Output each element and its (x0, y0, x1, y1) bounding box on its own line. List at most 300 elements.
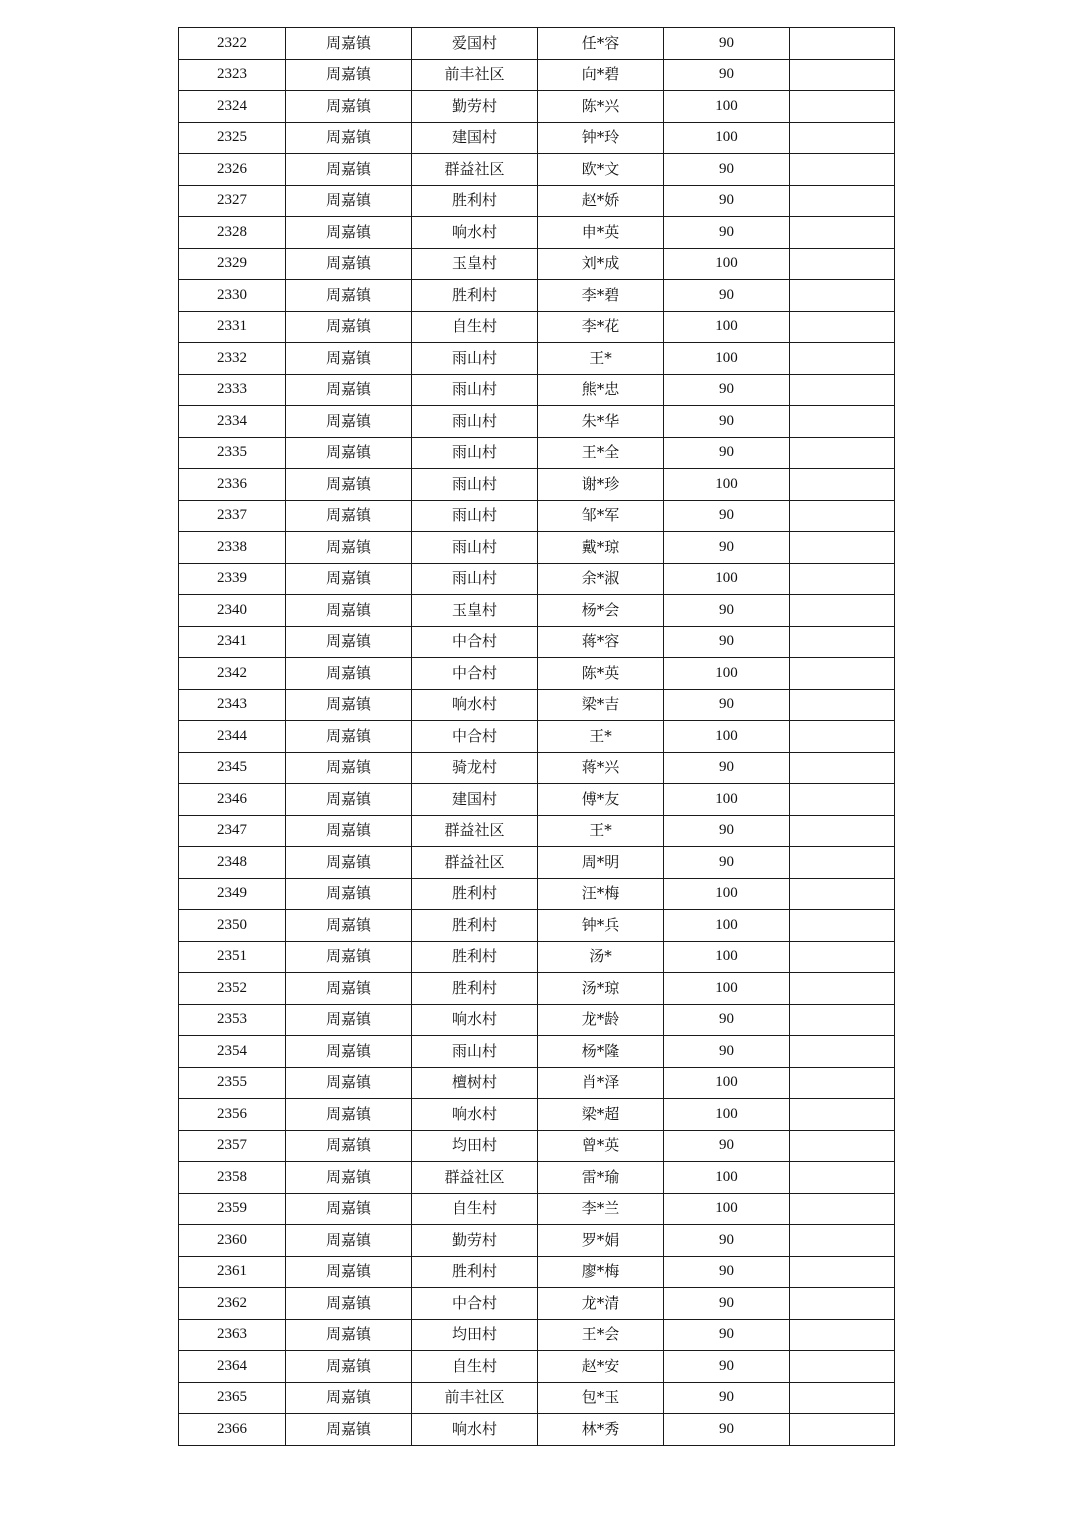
serial-number-cell: 2348 (179, 847, 286, 879)
amount-cell: 90 (664, 374, 790, 406)
amount-cell: 90 (664, 1256, 790, 1288)
serial-number-cell: 2343 (179, 689, 286, 721)
remark-cell (790, 1382, 895, 1414)
serial-number-cell: 2353 (179, 1004, 286, 1036)
person-name-cell: 汤*琼 (538, 973, 664, 1005)
remark-cell (790, 752, 895, 784)
village-cell: 群益社区 (412, 1162, 538, 1194)
amount-cell: 100 (664, 91, 790, 123)
serial-number-cell: 2350 (179, 910, 286, 942)
amount-cell: 90 (664, 1351, 790, 1383)
person-name-cell: 刘*成 (538, 248, 664, 280)
serial-number-cell: 2359 (179, 1193, 286, 1225)
village-cell: 爱国村 (412, 28, 538, 60)
table-row (179, 469, 895, 501)
serial-number-cell: 2361 (179, 1256, 286, 1288)
serial-number-cell: 2347 (179, 815, 286, 847)
person-name-cell: 雷*瑜 (538, 1162, 664, 1194)
person-name-cell: 熊*忠 (538, 374, 664, 406)
remark-cell (790, 910, 895, 942)
table-row (179, 1382, 895, 1414)
person-name-cell: 杨*会 (538, 595, 664, 627)
amount-cell: 100 (664, 343, 790, 375)
remark-cell (790, 878, 895, 910)
town-cell: 周嘉镇 (286, 1382, 412, 1414)
town-cell: 周嘉镇 (286, 941, 412, 973)
town-cell: 周嘉镇 (286, 1351, 412, 1383)
serial-number-cell: 2345 (179, 752, 286, 784)
village-cell: 骑龙村 (412, 752, 538, 784)
amount-cell: 100 (664, 248, 790, 280)
amount-cell: 90 (664, 28, 790, 60)
amount-cell: 90 (664, 437, 790, 469)
amount-cell: 90 (664, 626, 790, 658)
remark-cell (790, 595, 895, 627)
table-row (179, 343, 895, 375)
amount-cell: 90 (664, 154, 790, 186)
table-row (179, 1130, 895, 1162)
amount-cell: 90 (664, 1004, 790, 1036)
village-cell: 胜利村 (412, 878, 538, 910)
amount-cell: 90 (664, 500, 790, 532)
remark-cell (790, 784, 895, 816)
village-cell: 中合村 (412, 626, 538, 658)
town-cell: 周嘉镇 (286, 28, 412, 60)
remark-cell (790, 721, 895, 753)
serial-number-cell: 2325 (179, 122, 286, 154)
remark-cell (790, 815, 895, 847)
person-name-cell: 林*秀 (538, 1414, 664, 1446)
remark-cell (790, 437, 895, 469)
remark-cell (790, 1288, 895, 1320)
remark-cell (790, 280, 895, 312)
town-cell: 周嘉镇 (286, 626, 412, 658)
amount-cell: 100 (664, 941, 790, 973)
serial-number-cell: 2336 (179, 469, 286, 501)
town-cell: 周嘉镇 (286, 973, 412, 1005)
remark-cell (790, 217, 895, 249)
serial-number-cell: 2332 (179, 343, 286, 375)
table-row (179, 1067, 895, 1099)
table-row (179, 248, 895, 280)
village-cell: 响水村 (412, 1099, 538, 1131)
table-row (179, 91, 895, 123)
person-name-cell: 蒋*兴 (538, 752, 664, 784)
table-row (179, 59, 895, 91)
serial-number-cell: 2366 (179, 1414, 286, 1446)
table-row (179, 784, 895, 816)
serial-number-cell: 2363 (179, 1319, 286, 1351)
person-name-cell: 周*明 (538, 847, 664, 879)
amount-cell: 90 (664, 1382, 790, 1414)
person-name-cell: 包*玉 (538, 1382, 664, 1414)
person-name-cell: 戴*琼 (538, 532, 664, 564)
remark-cell (790, 658, 895, 690)
amount-cell: 90 (664, 1130, 790, 1162)
remark-cell (790, 1256, 895, 1288)
table-row (179, 311, 895, 343)
village-cell: 建国村 (412, 122, 538, 154)
village-cell: 玉皇村 (412, 595, 538, 627)
village-cell: 玉皇村 (412, 248, 538, 280)
town-cell: 周嘉镇 (286, 1099, 412, 1131)
serial-number-cell: 2322 (179, 28, 286, 60)
amount-cell: 100 (664, 122, 790, 154)
table-row (179, 532, 895, 564)
village-cell: 雨山村 (412, 532, 538, 564)
amount-cell: 90 (664, 1036, 790, 1068)
table-row (179, 721, 895, 753)
table-row (179, 437, 895, 469)
amount-cell: 100 (664, 878, 790, 910)
village-cell: 群益社区 (412, 154, 538, 186)
serial-number-cell: 2326 (179, 154, 286, 186)
village-cell: 檀树村 (412, 1067, 538, 1099)
remark-cell (790, 500, 895, 532)
amount-cell: 90 (664, 217, 790, 249)
person-name-cell: 赵*娇 (538, 185, 664, 217)
town-cell: 周嘉镇 (286, 784, 412, 816)
town-cell: 周嘉镇 (286, 280, 412, 312)
town-cell: 周嘉镇 (286, 1036, 412, 1068)
town-cell: 周嘉镇 (286, 815, 412, 847)
person-name-cell: 曾*英 (538, 1130, 664, 1162)
village-cell: 响水村 (412, 1414, 538, 1446)
remark-cell (790, 973, 895, 1005)
remark-cell (790, 311, 895, 343)
person-name-cell: 龙*龄 (538, 1004, 664, 1036)
remark-cell (790, 1004, 895, 1036)
amount-cell: 90 (664, 1225, 790, 1257)
town-cell: 周嘉镇 (286, 469, 412, 501)
town-cell: 周嘉镇 (286, 185, 412, 217)
amount-cell: 90 (664, 689, 790, 721)
amount-cell: 90 (664, 1414, 790, 1446)
amount-cell: 100 (664, 1162, 790, 1194)
town-cell: 周嘉镇 (286, 1256, 412, 1288)
village-cell: 勤劳村 (412, 91, 538, 123)
village-cell: 自生村 (412, 1351, 538, 1383)
town-cell: 周嘉镇 (286, 1067, 412, 1099)
table-row (179, 878, 895, 910)
town-cell: 周嘉镇 (286, 217, 412, 249)
remark-cell (790, 941, 895, 973)
serial-number-cell: 2335 (179, 437, 286, 469)
serial-number-cell: 2354 (179, 1036, 286, 1068)
amount-cell: 90 (664, 185, 790, 217)
remark-cell (790, 469, 895, 501)
town-cell: 周嘉镇 (286, 563, 412, 595)
remark-cell (790, 406, 895, 438)
remark-cell (790, 1162, 895, 1194)
table-row (179, 1099, 895, 1131)
town-cell: 周嘉镇 (286, 1193, 412, 1225)
person-name-cell: 赵*安 (538, 1351, 664, 1383)
person-name-cell: 任*容 (538, 28, 664, 60)
village-cell: 响水村 (412, 217, 538, 249)
town-cell: 周嘉镇 (286, 1288, 412, 1320)
village-cell: 响水村 (412, 1004, 538, 1036)
person-name-cell: 汤* (538, 941, 664, 973)
table-row (179, 941, 895, 973)
serial-number-cell: 2351 (179, 941, 286, 973)
village-cell: 胜利村 (412, 973, 538, 1005)
village-cell: 雨山村 (412, 563, 538, 595)
person-name-cell: 廖*梅 (538, 1256, 664, 1288)
remark-cell (790, 1225, 895, 1257)
village-cell: 前丰社区 (412, 1382, 538, 1414)
town-cell: 周嘉镇 (286, 689, 412, 721)
town-cell: 周嘉镇 (286, 1414, 412, 1446)
person-name-cell: 李*兰 (538, 1193, 664, 1225)
remark-cell (790, 248, 895, 280)
table-row (179, 910, 895, 942)
serial-number-cell: 2355 (179, 1067, 286, 1099)
person-name-cell: 陈*英 (538, 658, 664, 690)
amount-cell: 90 (664, 280, 790, 312)
remark-cell (790, 343, 895, 375)
town-cell: 周嘉镇 (286, 122, 412, 154)
roster-table (178, 27, 895, 1446)
remark-cell (790, 1036, 895, 1068)
town-cell: 周嘉镇 (286, 878, 412, 910)
village-cell: 胜利村 (412, 1256, 538, 1288)
village-cell: 雨山村 (412, 469, 538, 501)
person-name-cell: 梁*吉 (538, 689, 664, 721)
remark-cell (790, 1193, 895, 1225)
person-name-cell: 王* (538, 721, 664, 753)
serial-number-cell: 2331 (179, 311, 286, 343)
amount-cell: 90 (664, 1319, 790, 1351)
table-row (179, 847, 895, 879)
table-row (179, 1162, 895, 1194)
table-row (179, 973, 895, 1005)
table-row (179, 595, 895, 627)
person-name-cell: 梁*超 (538, 1099, 664, 1131)
person-name-cell: 蒋*容 (538, 626, 664, 658)
person-name-cell: 王* (538, 343, 664, 375)
amount-cell: 90 (664, 595, 790, 627)
table-row (179, 28, 895, 60)
town-cell: 周嘉镇 (286, 910, 412, 942)
serial-number-cell: 2329 (179, 248, 286, 280)
table-row (179, 1319, 895, 1351)
serial-number-cell: 2324 (179, 91, 286, 123)
table-row (179, 406, 895, 438)
remark-cell (790, 185, 895, 217)
table-row (179, 1256, 895, 1288)
remark-cell (790, 847, 895, 879)
person-name-cell: 朱*华 (538, 406, 664, 438)
person-name-cell: 余*淑 (538, 563, 664, 595)
serial-number-cell: 2328 (179, 217, 286, 249)
serial-number-cell: 2362 (179, 1288, 286, 1320)
remark-cell (790, 59, 895, 91)
amount-cell: 100 (664, 1193, 790, 1225)
table-row (179, 185, 895, 217)
person-name-cell: 向*碧 (538, 59, 664, 91)
amount-cell: 100 (664, 973, 790, 1005)
remark-cell (790, 532, 895, 564)
person-name-cell: 王* (538, 815, 664, 847)
serial-number-cell: 2342 (179, 658, 286, 690)
remark-cell (790, 1414, 895, 1446)
person-name-cell: 王*全 (538, 437, 664, 469)
table-row (179, 1288, 895, 1320)
table-row (179, 122, 895, 154)
town-cell: 周嘉镇 (286, 374, 412, 406)
town-cell: 周嘉镇 (286, 59, 412, 91)
serial-number-cell: 2364 (179, 1351, 286, 1383)
village-cell: 群益社区 (412, 847, 538, 879)
serial-number-cell: 2330 (179, 280, 286, 312)
person-name-cell: 陈*兴 (538, 91, 664, 123)
table-row (179, 1414, 895, 1446)
village-cell: 雨山村 (412, 374, 538, 406)
town-cell: 周嘉镇 (286, 1225, 412, 1257)
table-row (179, 752, 895, 784)
amount-cell: 90 (664, 532, 790, 564)
town-cell: 周嘉镇 (286, 658, 412, 690)
village-cell: 中合村 (412, 658, 538, 690)
amount-cell: 90 (664, 1288, 790, 1320)
table-row (179, 689, 895, 721)
person-name-cell: 欧*文 (538, 154, 664, 186)
village-cell: 自生村 (412, 311, 538, 343)
town-cell: 周嘉镇 (286, 1162, 412, 1194)
table-row (179, 1351, 895, 1383)
amount-cell: 100 (664, 469, 790, 501)
town-cell: 周嘉镇 (286, 532, 412, 564)
village-cell: 建国村 (412, 784, 538, 816)
person-name-cell: 杨*隆 (538, 1036, 664, 1068)
serial-number-cell: 2365 (179, 1382, 286, 1414)
table-row (179, 1193, 895, 1225)
village-cell: 中合村 (412, 721, 538, 753)
remark-cell (790, 1130, 895, 1162)
table-row (179, 563, 895, 595)
town-cell: 周嘉镇 (286, 311, 412, 343)
town-cell: 周嘉镇 (286, 500, 412, 532)
remark-cell (790, 1099, 895, 1131)
table-row (179, 154, 895, 186)
serial-number-cell: 2341 (179, 626, 286, 658)
person-name-cell: 傅*友 (538, 784, 664, 816)
person-name-cell: 李*花 (538, 311, 664, 343)
person-name-cell: 肖*泽 (538, 1067, 664, 1099)
town-cell: 周嘉镇 (286, 437, 412, 469)
table-row (179, 500, 895, 532)
amount-cell: 90 (664, 406, 790, 438)
village-cell: 胜利村 (412, 185, 538, 217)
person-name-cell: 钟*兵 (538, 910, 664, 942)
village-cell: 中合村 (412, 1288, 538, 1320)
town-cell: 周嘉镇 (286, 343, 412, 375)
town-cell: 周嘉镇 (286, 91, 412, 123)
village-cell: 雨山村 (412, 343, 538, 375)
serial-number-cell: 2337 (179, 500, 286, 532)
table-row (179, 658, 895, 690)
remark-cell (790, 374, 895, 406)
table-row (179, 217, 895, 249)
serial-number-cell: 2360 (179, 1225, 286, 1257)
town-cell: 周嘉镇 (286, 752, 412, 784)
serial-number-cell: 2323 (179, 59, 286, 91)
town-cell: 周嘉镇 (286, 406, 412, 438)
serial-number-cell: 2357 (179, 1130, 286, 1162)
town-cell: 周嘉镇 (286, 248, 412, 280)
village-cell: 勤劳村 (412, 1225, 538, 1257)
village-cell: 雨山村 (412, 1036, 538, 1068)
town-cell: 周嘉镇 (286, 721, 412, 753)
village-cell: 均田村 (412, 1130, 538, 1162)
town-cell: 周嘉镇 (286, 154, 412, 186)
town-cell: 周嘉镇 (286, 1130, 412, 1162)
village-cell: 雨山村 (412, 500, 538, 532)
amount-cell: 100 (664, 311, 790, 343)
village-cell: 前丰社区 (412, 59, 538, 91)
table-row (179, 1225, 895, 1257)
remark-cell (790, 1067, 895, 1099)
serial-number-cell: 2349 (179, 878, 286, 910)
town-cell: 周嘉镇 (286, 1319, 412, 1351)
amount-cell: 90 (664, 815, 790, 847)
serial-number-cell: 2346 (179, 784, 286, 816)
serial-number-cell: 2358 (179, 1162, 286, 1194)
person-name-cell: 王*会 (538, 1319, 664, 1351)
table-row (179, 626, 895, 658)
amount-cell: 100 (664, 784, 790, 816)
town-cell: 周嘉镇 (286, 847, 412, 879)
amount-cell: 90 (664, 752, 790, 784)
serial-number-cell: 2334 (179, 406, 286, 438)
person-name-cell: 申*英 (538, 217, 664, 249)
village-cell: 响水村 (412, 689, 538, 721)
village-cell: 雨山村 (412, 406, 538, 438)
table-row (179, 1004, 895, 1036)
town-cell: 周嘉镇 (286, 1004, 412, 1036)
roster-table-body (179, 28, 895, 1446)
remark-cell (790, 689, 895, 721)
person-name-cell: 谢*珍 (538, 469, 664, 501)
town-cell: 周嘉镇 (286, 595, 412, 627)
amount-cell: 100 (664, 721, 790, 753)
serial-number-cell: 2339 (179, 563, 286, 595)
table-row (179, 374, 895, 406)
remark-cell (790, 563, 895, 595)
person-name-cell: 邹*军 (538, 500, 664, 532)
serial-number-cell: 2352 (179, 973, 286, 1005)
serial-number-cell: 2340 (179, 595, 286, 627)
person-name-cell: 汪*梅 (538, 878, 664, 910)
table-row (179, 280, 895, 312)
serial-number-cell: 2338 (179, 532, 286, 564)
table-row (179, 815, 895, 847)
village-cell: 群益社区 (412, 815, 538, 847)
remark-cell (790, 28, 895, 60)
serial-number-cell: 2327 (179, 185, 286, 217)
village-cell: 自生村 (412, 1193, 538, 1225)
village-cell: 胜利村 (412, 910, 538, 942)
remark-cell (790, 91, 895, 123)
remark-cell (790, 1319, 895, 1351)
remark-cell (790, 626, 895, 658)
remark-cell (790, 122, 895, 154)
village-cell: 胜利村 (412, 941, 538, 973)
amount-cell: 90 (664, 847, 790, 879)
person-name-cell: 龙*清 (538, 1288, 664, 1320)
amount-cell: 100 (664, 1099, 790, 1131)
